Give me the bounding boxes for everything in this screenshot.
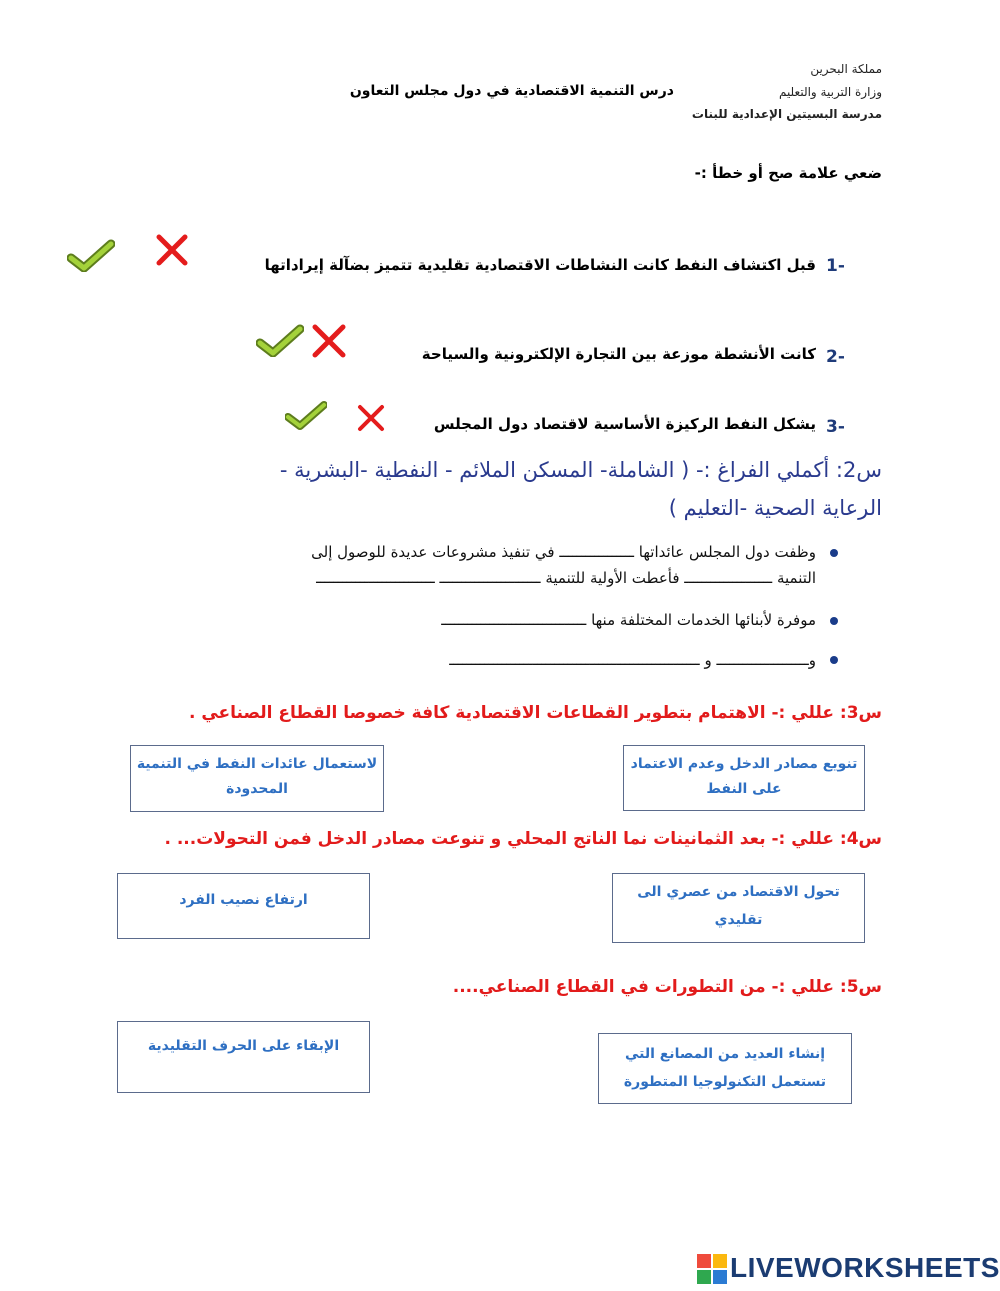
section5-question: س5: عللي :- من التطورات في القطاع الصناعي.... [452,977,882,997]
item-3-cross-icon[interactable] [357,404,385,432]
section5-option-right-label: إنشاء العديد من المصانع التي تستعمل التكنولوجيا المتطورة [623,1046,827,1090]
section5-option-right[interactable] [598,1033,852,1104]
section4-question: س4: عللي :- بعد الثمانينات نما الناتج المحلي و تنوعت مصادر الدخل فمن التحولات... . [164,829,882,849]
header-kingdom: مملكة البحرين [810,62,882,76]
section4-option-left-label: ارتفاع نصيب الفرد [179,892,308,908]
item-1-check-icon[interactable] [67,238,115,272]
section3-option-left-label: لاستعمال عائدات النفط في التنمية المحدودة [136,756,378,797]
bullet-3-icon [830,656,838,664]
item-1-text: قبل اكتشاف النفط كانت النشاطات الاقتصادية تقليدية تتميز بضآلة إيراداتها [264,256,816,274]
section4-option-left[interactable] [117,873,370,939]
section3-question: س3: عللي :- الاهتمام بتطوير القطاعات الاقتصادية كافة خصوصا القطاع الصناعي . [188,703,882,723]
bullet-3-line1: وـــــــــــــــــــــ و ـــــــــــــــــــــــــــــــــــــــــــــــــــــــــ [449,651,816,669]
item-1-cross-icon[interactable] [155,233,189,267]
liveworksheets-logo-text: LIVEWORKSHEETS [730,1252,1000,1283]
bullet-1-icon [830,549,838,557]
header-ministry: وزارة التربية والتعليم [778,85,882,99]
item-2-number: 2- [826,347,845,367]
section2-word-bank-line1: س2: أكملي الفراغ :- ( الشاملة- المسكن الملائم - النفطية -البشرية - [279,458,882,482]
liveworksheets-logo-icon [697,1254,727,1284]
bullet-1-line2: التنمية ــــــــــــــــــــ فأعطت الأولية للتنمية ـــــــــــــــــــــــ ـــــــــــــــــــــــــــ [316,569,816,587]
section4-option-right[interactable] [612,873,865,943]
section2-word-bank-line2: الرعاية الصحية -التعليم ) [668,496,882,520]
bullet-2-icon [830,617,838,625]
item-3-number: 3- [826,417,845,437]
section3-option-right-label: تنويع مصادر الدخل وعدم الاعتماد على النفط [630,756,858,797]
section3-option-left[interactable] [130,745,384,812]
section3-option-right[interactable] [623,745,865,811]
item-2-check-icon[interactable] [256,323,304,357]
section4-option-right-label: تحول الاقتصاد من عصري الى تقليدي [637,884,840,928]
bullet-2-line1: موفرة لأبنائها الخدمات المختلفة منها ـــــــــــــــــــــــــــــــــ [441,611,816,629]
item-3-text: يشكل النفط الركيزة الأساسية لاقتصاد دول المجلس [433,415,816,433]
item-2-cross-icon[interactable] [311,323,347,359]
bullet-1-line1: وظفت دول المجلس عائداتها ـــــــــــــــــ في تنفيذ مشروعات عديدة للوصول إلى [311,543,816,561]
item-2-text: كانت الأنشطة موزعة بين التجارة الإلكترونية والسياحة [421,345,816,363]
section5-option-left[interactable] [117,1021,370,1093]
header-school: مدرسة البسيتين الإعدادية للبنات [691,107,882,121]
item-1-number: 1- [826,256,845,276]
lesson-title: درس التنمية الاقتصادية في دول مجلس التعاون [349,83,674,99]
section5-option-left-label: الإبقاء على الحرف التقليدية [147,1038,340,1054]
section1-instruction: ضعي علامة صح أو خطأ :- [694,164,882,182]
item-3-check-icon[interactable] [285,400,327,430]
